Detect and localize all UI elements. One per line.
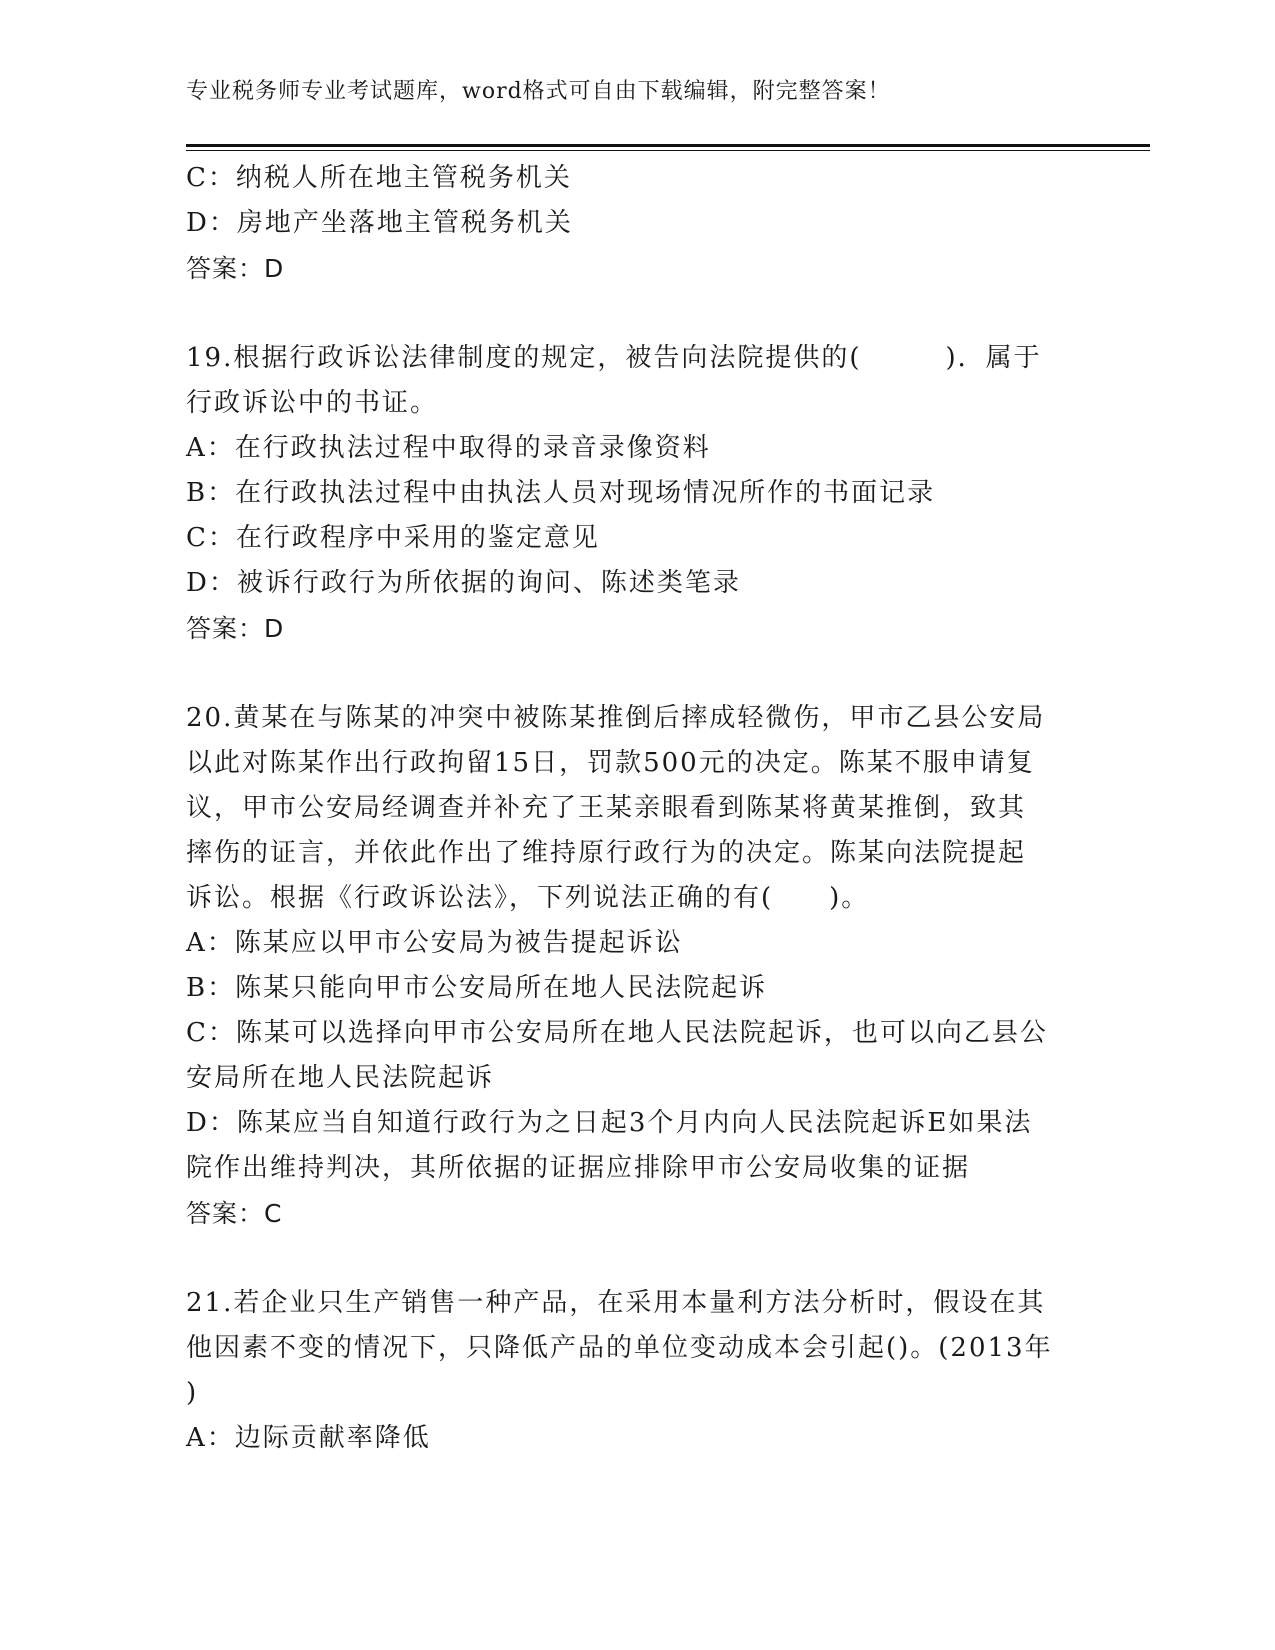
question-stem: 20.黄某在与陈某的冲突中被陈某推倒后摔成轻微伤，甲市乙县公安局 (186, 703, 1046, 733)
question-stem: ) (186, 1378, 199, 1408)
spacer (186, 291, 1086, 336)
option-a: A：陈某应以甲市公安局为被告提起诉讼 (186, 928, 683, 958)
answer-line: 答案：D (186, 254, 285, 283)
question-stem: 19.根据行政诉讼法律制度的规定，被告向法院提供的( )．属于 (186, 343, 1042, 373)
answer-line: 答案：D (186, 614, 285, 643)
spacer (186, 1236, 1086, 1281)
option-d: D：陈某应当自知道行政行为之日起3个月内向人民法院起诉E如果法 (186, 1108, 1033, 1138)
option-b: B：在行政执法过程中由执法人员对现场情况所作的书面记录 (186, 478, 936, 508)
header-rule-thin (186, 150, 1150, 151)
option-b: B：陈某只能向甲市公安局所在地人民法院起诉 (186, 973, 768, 1003)
page-header: 专业税务师专业考试题库，word格式可自由下载编辑，附完整答案！ (186, 79, 891, 104)
question-20 (186, 696, 1086, 1236)
answer-line: 答案：C (186, 1199, 283, 1228)
question-stem: 摔伤的证言，并依此作出了维持原行政行为的决定。陈某向法院提起 (186, 838, 1027, 868)
spacer (186, 651, 1086, 696)
question-stem: 议，甲市公安局经调查并补充了王某亲眼看到陈某将黄某推倒，致其 (186, 793, 1027, 823)
option-c: C：在行政程序中采用的鉴定意见 (186, 523, 600, 553)
option-d: D：被诉行政行为所依据的询问、陈述类笔录 (186, 568, 741, 598)
question-stem: 诉讼。根据《行政诉讼法》，下列说法正确的有( )。 (186, 883, 870, 913)
question-stem: 他因素不变的情况下，只降低产品的单位变动成本会引起()。(2013年 (186, 1333, 1053, 1363)
option-d-continued: 院作出维持判决，其所依据的证据应排除甲市公安局收集的证据 (186, 1153, 971, 1183)
option-c: C：陈某可以选择向甲市公安局所在地人民法院起诉，也可以向乙县公 (186, 1018, 1048, 1048)
document-body (186, 156, 1086, 1461)
option-a: A：在行政执法过程中取得的录音录像资料 (186, 433, 711, 463)
option-c: C：纳税人所在地主管税务机关 (186, 163, 572, 193)
question-stem: 21.若企业只生产销售一种产品，在采用本量利方法分析时，假设在其 (186, 1288, 1046, 1318)
question-19 (186, 336, 1086, 651)
question-21 (186, 1281, 1086, 1461)
header-rule-thick (186, 144, 1150, 147)
prev-question (186, 156, 1086, 291)
question-stem: 行政诉讼中的书证。 (186, 388, 439, 418)
option-d: D：房地产坐落地主管税务机关 (186, 208, 573, 238)
question-stem: 以此对陈某作出行政拘留15日，罚款500元的决定。陈某不服申请复 (186, 748, 1035, 778)
option-c-continued: 安局所在地人民法院起诉 (186, 1063, 495, 1093)
option-a: A：边际贡献率降低 (186, 1423, 431, 1453)
